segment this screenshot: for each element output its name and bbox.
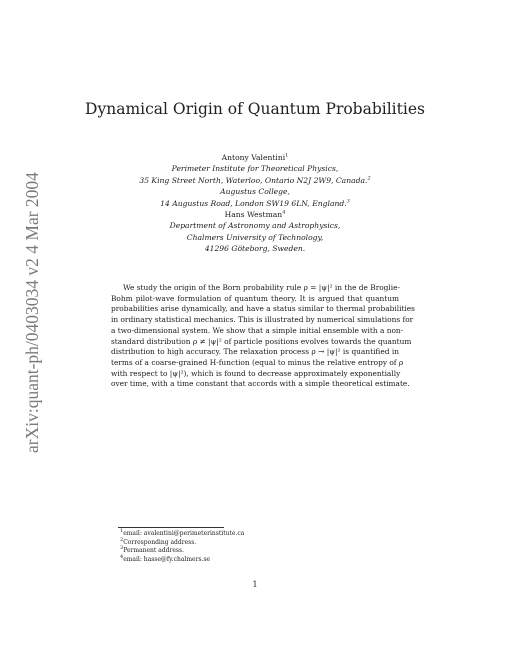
author1-affil-line: 35 King Street North, Waterloo, Ontario N2J 2W9, Canada.$^2$ [139, 175, 371, 185]
page-number: 1 [252, 580, 258, 589]
author1-block [0, 152, 510, 209]
paper-title: Dynamical Origin of Quantum Probabilities [85, 100, 425, 118]
abstract-line: a two-dimensional system. We show that a simple initial ensemble with a non- [111, 325, 404, 335]
author2-affil-line: 41296 Göteborg, Sweden. [204, 244, 306, 254]
author1-affil-line: Augustus College, [220, 187, 290, 197]
abstract-line: probabilities arise dynamically, and have a status similar to thermal probabilities [111, 304, 415, 314]
footnote: $^3$Permanent address. [120, 545, 184, 555]
footnote: $^4$email: hasse@fy.chalmers.se [120, 553, 211, 563]
abstract-line: standard distribution ρ ≠ |ψ|² of particle positions evolves towards the quantum [111, 336, 412, 346]
abstract-line: over time, with a time constant that accords with a simple theoretical estimate. [111, 379, 410, 389]
author1-name: Antony Valentini$^1$ [221, 152, 289, 162]
footnotes [120, 530, 244, 564]
abstract-line: in ordinary statistical mechanics. This is illustrated by numerical simulations for [111, 315, 414, 325]
footnote: $^2$Corresponding address. [120, 536, 197, 546]
arxiv-identifier-stamp: arXiv:quant-ph/0403034 v2 4 Mar 2004 [22, 172, 42, 454]
abstract-line: with respect to |ψ|²), which is found to decrease approximately exponentially [111, 368, 401, 378]
author2-affil-line: Chalmers University of Technology, [186, 232, 324, 242]
abstract-line: distribution to high accuracy. The relaxation process ρ → |ψ|² is quantified in [111, 347, 399, 357]
footnote-rule [118, 527, 224, 528]
author1-affil-line: Perimeter Institute for Theoretical Physics, [171, 164, 339, 174]
footnote: $^1$email: avalentini@perimeterinstitute.ca [120, 528, 245, 537]
author1-affil-line: 14 Augustus Road, London SW19 6LN, England.$^3$ [160, 198, 350, 208]
author2-affil-line: Department of Astronomy and Astrophysics, [169, 221, 341, 231]
abstract-line: terms of a coarse-grained H-function (equal to minus the relative entropy of ρ [111, 357, 404, 367]
author2-block [0, 209, 510, 255]
author2-name: Hans Westman$^4$ [224, 209, 286, 219]
abstract-line: Bohm pilot-wave formulation of quantum theory. It is argued that quantum [111, 293, 399, 303]
abstract-line: We study the origin of the Born probability rule ρ = |ψ|² in the de Broglie- [123, 283, 401, 292]
abstract [111, 283, 415, 390]
